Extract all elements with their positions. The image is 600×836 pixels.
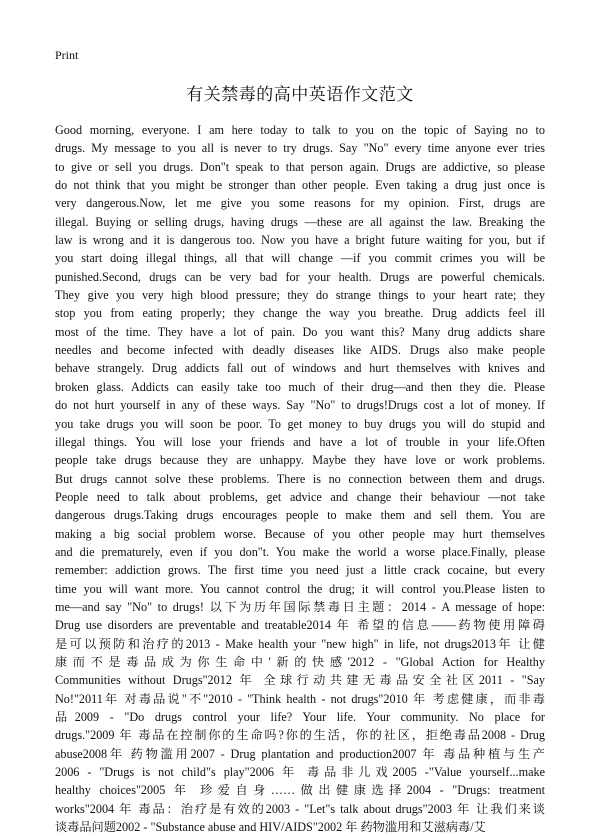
body-text-line: dangerous drugs.Taking drugs encourages people to make them and sell them. You are: [55, 508, 545, 523]
body-text-line: punished.Second, drugs can be very bad for your health. Drugs are powerful chemicals.: [55, 269, 545, 284]
body-text-line: People need to talk about problems, get advice and change their behaviour —not take: [55, 489, 545, 504]
body-text-line: 2006 - "Drugs is not child"s play"2006 年 毒品非儿戏2005 -"Value yourself...make: [55, 765, 545, 780]
body-text-line: law is wrong and it is dangerous too. Now you have a bright future waiting for you, but if: [55, 233, 545, 248]
page-title: 有关禁毒的高中英语作文范文: [186, 85, 414, 105]
body-text-line: illegal. Buying or selling drugs, having drugs —these are all against the law. Breaking the: [55, 214, 545, 229]
print-label: Print: [55, 48, 79, 62]
body-text-line: people take drugs because they are unhappy. Maybe they have love or work problems.: [55, 453, 545, 468]
body-text-line: do not think that you might be stronger than other people. Even taking a drug just once is: [55, 178, 545, 193]
body-text-line: 谈毒品问题2002 - "Substance abuse and HIV/AIDS"2002 年 药物滥用和艾滋病毒/艾: [55, 820, 486, 835]
body-text-line: making a big social problem worse. Because of you other people may hurt themselves: [55, 526, 545, 541]
document-body: [55, 121, 545, 836]
body-text-line: you take drugs you will soon be poor. To get money to buy drugs you will do stupid and: [55, 416, 545, 431]
body-text-line: abuse2008年 药物滥用2007 - Drug plantation and production2007 年 毒品种植与生产: [55, 746, 545, 761]
body-text-line: to give or sell you drugs. Don"t speak to that person again. Drugs are addictive, so please: [55, 159, 545, 174]
body-text-line: They give you very high blood pressure; they do strange things to your heart rate; they: [55, 288, 545, 303]
body-text-line: needles and become infected with deadly diseases like AIDS. Drugs also make people: [55, 343, 545, 358]
body-text-line: illegal things. You will lose your friends and have a lot of trouble in your life.Often: [55, 434, 545, 449]
body-text-line: behave strangely. Drug addicts fall out of windows and hurt themselves with knives and: [55, 361, 545, 376]
body-text-line: and die prematurely, even if you don"t. You make the world a worse place.Finally, please: [55, 544, 545, 559]
body-text-line: No!"2011年 对毒品说"不"2010 - "Think health - not drugs"2010 年 考虑健康，而非毒: [55, 691, 545, 706]
body-text-line: Good morning, everyone. I am here today to talk to you on the topic of Saying no to: [55, 123, 545, 137]
body-text-line: time you will want more. You cannot control the drug; it will control you.Please listen to: [55, 581, 545, 596]
body-text-line: remember: addiction grows. The first time you need just a little crack cocaine, but every: [55, 563, 545, 578]
body-text-line: 品2009 - "Do drugs control your life? Your life. Your community. No place for: [55, 710, 545, 724]
body-text-line: drugs."2009 年 毒品在控制你的生命吗?你的生活，你的社区，拒绝毒品2008 - Drug: [55, 728, 545, 743]
body-text-line: But drugs cannot solve these problems. There is no connection between them and drugs.: [55, 471, 545, 486]
body-text-line: me—and say "No" to drugs! 以下为历年国际禁毒日主题：2014 - A message of hope:: [55, 599, 545, 614]
body-text-line: healthy choices"2005 年 珍爱自身……做出健康选择2004 - "Drugs: treatment: [55, 783, 545, 798]
body-text-line: you start doing illegal things, all that will change —if you commit crimes you will be: [55, 251, 545, 266]
body-text-line: 康而不是毒品成为你生命中'新的快感'2012 - "Global Action for Healthy: [55, 654, 545, 669]
body-text-line: Drug use disorders are preventable and treatable2014 年 希望的信息——药物使用障碍: [55, 618, 545, 633]
body-text-line: drugs. My message to you all is never to try drugs. Say "No" every time anyone ever tries: [55, 141, 545, 156]
body-text-line: Communities without Drugs"2012 年 全球行动共建无毒品安全社区2011 - "Say: [55, 673, 545, 688]
body-text-line: works"2004 年 毒品：治疗是有效的2003 - "Let"s talk about drugs"2003 年 让我们来谈: [55, 801, 545, 816]
body-text-line: 是可以预防和治疗的2013 - Make health your "new high" in life, not drugs2013年 让健: [55, 636, 545, 651]
body-text-line: stop you from eating properly; they change the way you breathe. Drug addicts feel ill: [55, 306, 545, 321]
body-text-line: do not hurt yourself in any of these ways. Say "No" to drugs!Drugs cost a lot of money. If: [55, 398, 545, 413]
body-text-line: most of the time. They have a lot of pain. Do you want this? Many drug addicts share: [55, 324, 545, 339]
body-text-line: very dangerous.Now, let me give you some reasons for my opinion. First, drugs are: [55, 196, 545, 211]
body-text-line: broken glass. Addicts can easily take too much of their drug—and then they die. Please: [55, 379, 545, 394]
